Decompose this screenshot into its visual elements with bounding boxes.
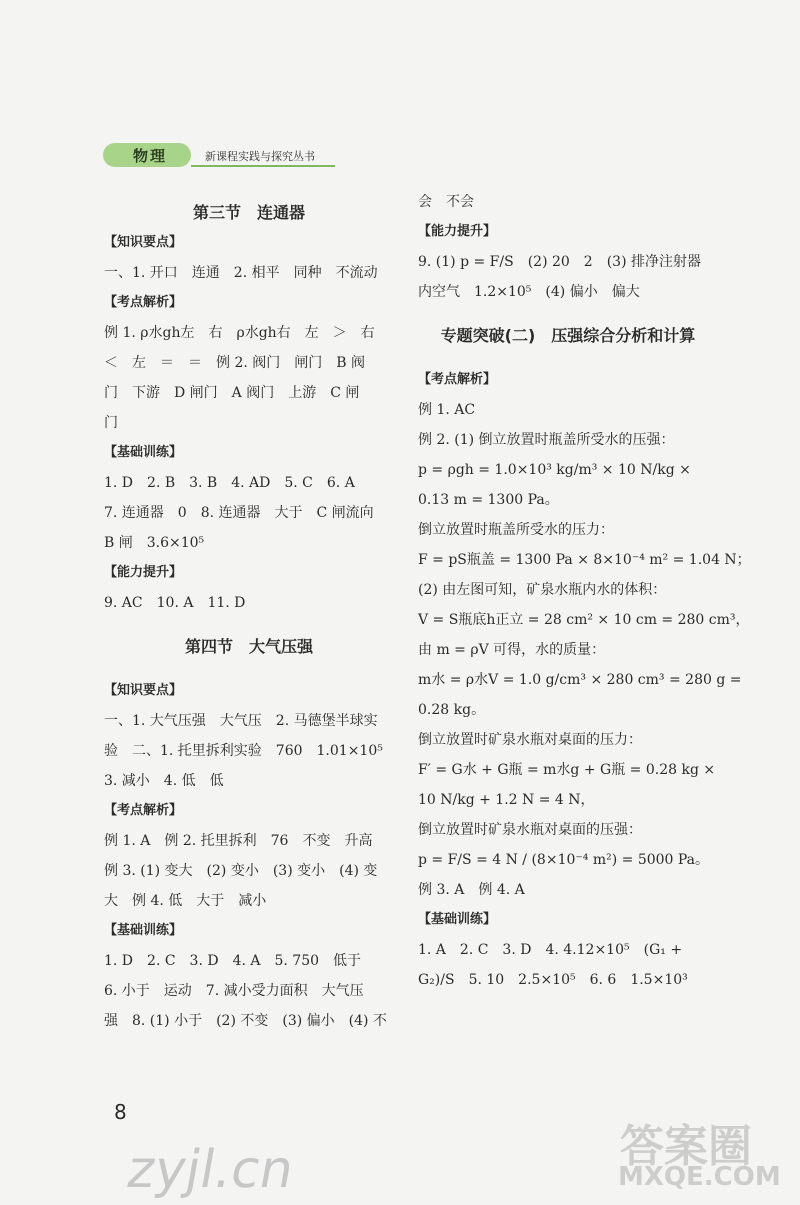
answer-line: 验 二、1. 托里拆利实验 760 1.01×10⁵ [104, 743, 383, 759]
answer-line: m水 = ρ水V = 1.0 g/cm³ × 280 cm³ = 280 g = [418, 672, 742, 688]
section-heading: 【基础训练】 [418, 912, 497, 927]
section-title: 第四节 大气压强 [184, 637, 313, 656]
answer-line: 6. 小于 运动 7. 减小受力面积 大气压 [104, 983, 364, 999]
subject-label: 物理 [133, 147, 168, 165]
answer-line: 3. 减小 4. 低 低 [104, 773, 224, 789]
section-heading: 【考点解析】 [104, 803, 183, 818]
answer-line: 会 不会 [418, 194, 474, 210]
answer-line [418, 351, 718, 365]
answer-line: G₂)/S 5. 10 2.5×10⁵ 6. 6 1.5×10³ [418, 972, 688, 988]
section-heading: 【考点解析】 [418, 372, 497, 387]
answer-line: 例 1. A 例 2. 托里拆利 76 不变 升高 [104, 833, 373, 849]
section-heading: 【基础训练】 [104, 923, 183, 938]
answer-line: 9. (1) p = F/S (2) 20 2 (3) 排净注射器 [418, 254, 701, 270]
answer-line: 门 下游 D 闸门 A 阀门 上游 C 闸 [104, 385, 360, 401]
answer-line [418, 307, 718, 321]
answer-line: 门 [104, 415, 118, 431]
answer-line: 由 m = ρV 可得，水的质量： [418, 642, 606, 658]
answer-line: p = ρgh = 1.0×10³ kg/m³ × 10 N/kg × [418, 462, 691, 478]
section-title-left: 第三节 连通器 [192, 203, 305, 222]
section-heading: 【考点解析】 [104, 295, 183, 310]
answer-line: F′ = G水 + G瓶 = m水g + G瓶 = 0.28 kg × [418, 762, 716, 778]
answer-line: 内空气 1.2×10⁵ (4) 偏小 偏大 [418, 284, 640, 300]
answer-line: 1. A 2. C 3. D 4. 4.12×10⁵ (G₁ + [418, 942, 683, 958]
answer-line: 一、1. 大气压强 大气压 2. 马德堡半球实 [104, 713, 378, 729]
answer-line: V = S瓶底h正立 = 28 cm² × 10 cm = 280 cm³， [418, 612, 750, 628]
subject-badge [103, 143, 191, 167]
header-divider [191, 165, 335, 167]
answer-line: 1. D 2. C 3. D 4. A 5. 750 低于 [104, 953, 362, 969]
answer-line: 0.13 m = 1300 Pa。 [418, 492, 559, 508]
answer-line: 倒立放置时瓶盖所受水的压力： [418, 522, 614, 538]
answer-line: p = F/S = 4 N / (8×10⁻⁴ m²) = 5000 Pa。 [418, 852, 710, 868]
answer-line: F = pS瓶盖 = 1300 Pa × 8×10⁻⁴ m² = 1.04 N； [418, 552, 751, 568]
watermark-mxqe: MXQE.COM [618, 1162, 781, 1192]
answer-line: 倒立放置时矿泉水瓶对桌面的压力： [418, 732, 642, 748]
watermark-daanquan: 答案圈 [620, 1121, 752, 1172]
answer-line: 9. AC 10. A 11. D [104, 595, 246, 611]
answer-line: 例 1. ρ水gh左 右 ρ水gh右 左 ＞ 右 [104, 325, 375, 341]
section-title: 专题突破(二) 压强综合分析和计算 [440, 326, 696, 345]
answer-line: 倒立放置时矿泉水瓶对桌面的压强： [418, 822, 642, 838]
answer-line: ＜ 左 ＝ ＝ 例 2. 阀门 闸门 B 阀 [104, 355, 365, 371]
answer-line: 大 例 4. 低 大于 减小 [104, 893, 267, 909]
answer-line: 10 N/kg + 1.2 N = 4 N， [418, 792, 595, 808]
page-number: 8 [114, 1100, 127, 1124]
section-heading: 【能力提升】 [418, 224, 497, 239]
answer-line: 例 3. (1) 变大 (2) 变小 (3) 变小 (4) 变 [104, 863, 378, 879]
section-heading: 【基础训练】 [104, 445, 183, 460]
answer-line: 例 3. A 例 4. A [418, 882, 525, 898]
answer-line [104, 662, 394, 676]
page-header [103, 143, 335, 167]
answer-line: (2) 由左图可知，矿泉水瓶内水的体积： [418, 582, 667, 598]
answer-line: 0.28 kg。 [418, 702, 486, 718]
watermark-zyjl: zyjl.cn [122, 1140, 299, 1200]
answer-line: 例 2. (1) 倒立放置时瓶盖所受水的压强： [418, 432, 675, 448]
answer-line: 7. 连通器 0 8. 连通器 大于 C 闸流向 [104, 505, 374, 521]
left-column [104, 198, 394, 1036]
answer-line: 一、1. 开口 连通 2. 相平 同种 不流动 [104, 265, 378, 281]
right-column [418, 187, 751, 995]
section-heading: 【知识要点】 [104, 683, 183, 698]
answer-line: 例 1. AC [418, 402, 476, 418]
answer-line: B 闸 3.6×10⁵ [104, 535, 205, 551]
answer-line: 1. D 2. B 3. B 4. AD 5. C 6. A [104, 475, 355, 491]
section-heading: 【能力提升】 [104, 565, 183, 580]
series-title: 新课程实践与探究丛书 [205, 150, 315, 163]
answer-line: 强 8. (1) 小于 (2) 不变 (3) 偏小 (4) 不 [104, 1013, 387, 1029]
section-heading: 【知识要点】 [104, 235, 183, 250]
answer-line [104, 618, 394, 632]
